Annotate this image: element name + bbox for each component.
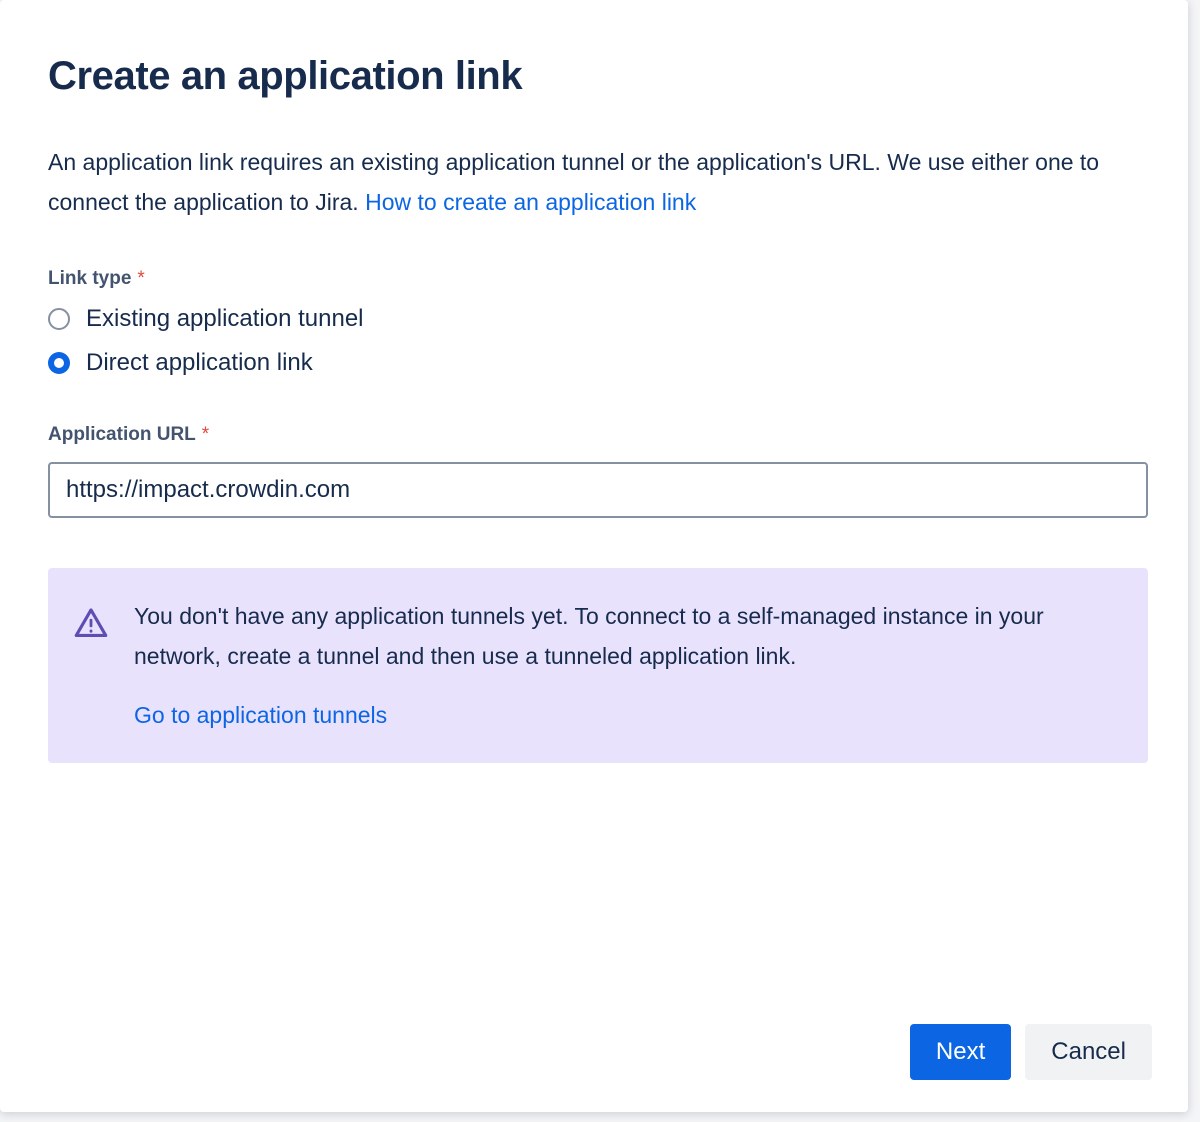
warning-icon <box>74 606 108 640</box>
application-url-label-text: Application URL <box>48 424 196 445</box>
cancel-button[interactable]: Cancel <box>1025 1024 1152 1080</box>
banner-body <box>134 596 1116 729</box>
radio-direct-application-link[interactable] <box>48 348 1140 378</box>
how-to-create-application-link[interactable]: How to create an application link <box>365 189 697 215</box>
radio-label-direct-application-link: Direct application link <box>86 349 313 376</box>
next-button[interactable]: Next <box>910 1024 1011 1080</box>
application-url-input[interactable] <box>48 462 1148 518</box>
radio-icon-unselected[interactable] <box>48 308 70 330</box>
intro-text <box>48 142 1140 222</box>
intro-text-body: An application link requires an existing application tunnel or the application's URL. We use either one to connect the application to Jira. <box>48 149 1100 215</box>
link-type-label-text: Link type <box>48 268 132 289</box>
banner-message: You don't have any application tunnels yet. To connect to a self-managed instance in your network, create a tunnel and then use a tunneled application link. <box>134 603 1044 669</box>
radio-icon-selected[interactable] <box>48 352 70 374</box>
page-title: Create an application link <box>48 54 523 98</box>
go-to-application-tunnels-link[interactable]: Go to application tunnels <box>134 702 388 728</box>
radio-existing-application-tunnel[interactable] <box>48 304 1140 334</box>
dialog-footer <box>910 1024 1152 1080</box>
link-type-label <box>48 268 1140 290</box>
application-tunnels-banner <box>48 568 1148 763</box>
application-url-required-marker: * <box>201 424 210 445</box>
radio-label-existing-application-tunnel: Existing application tunnel <box>86 305 364 332</box>
application-url-label <box>48 424 1140 446</box>
link-type-required-marker: * <box>137 268 145 289</box>
